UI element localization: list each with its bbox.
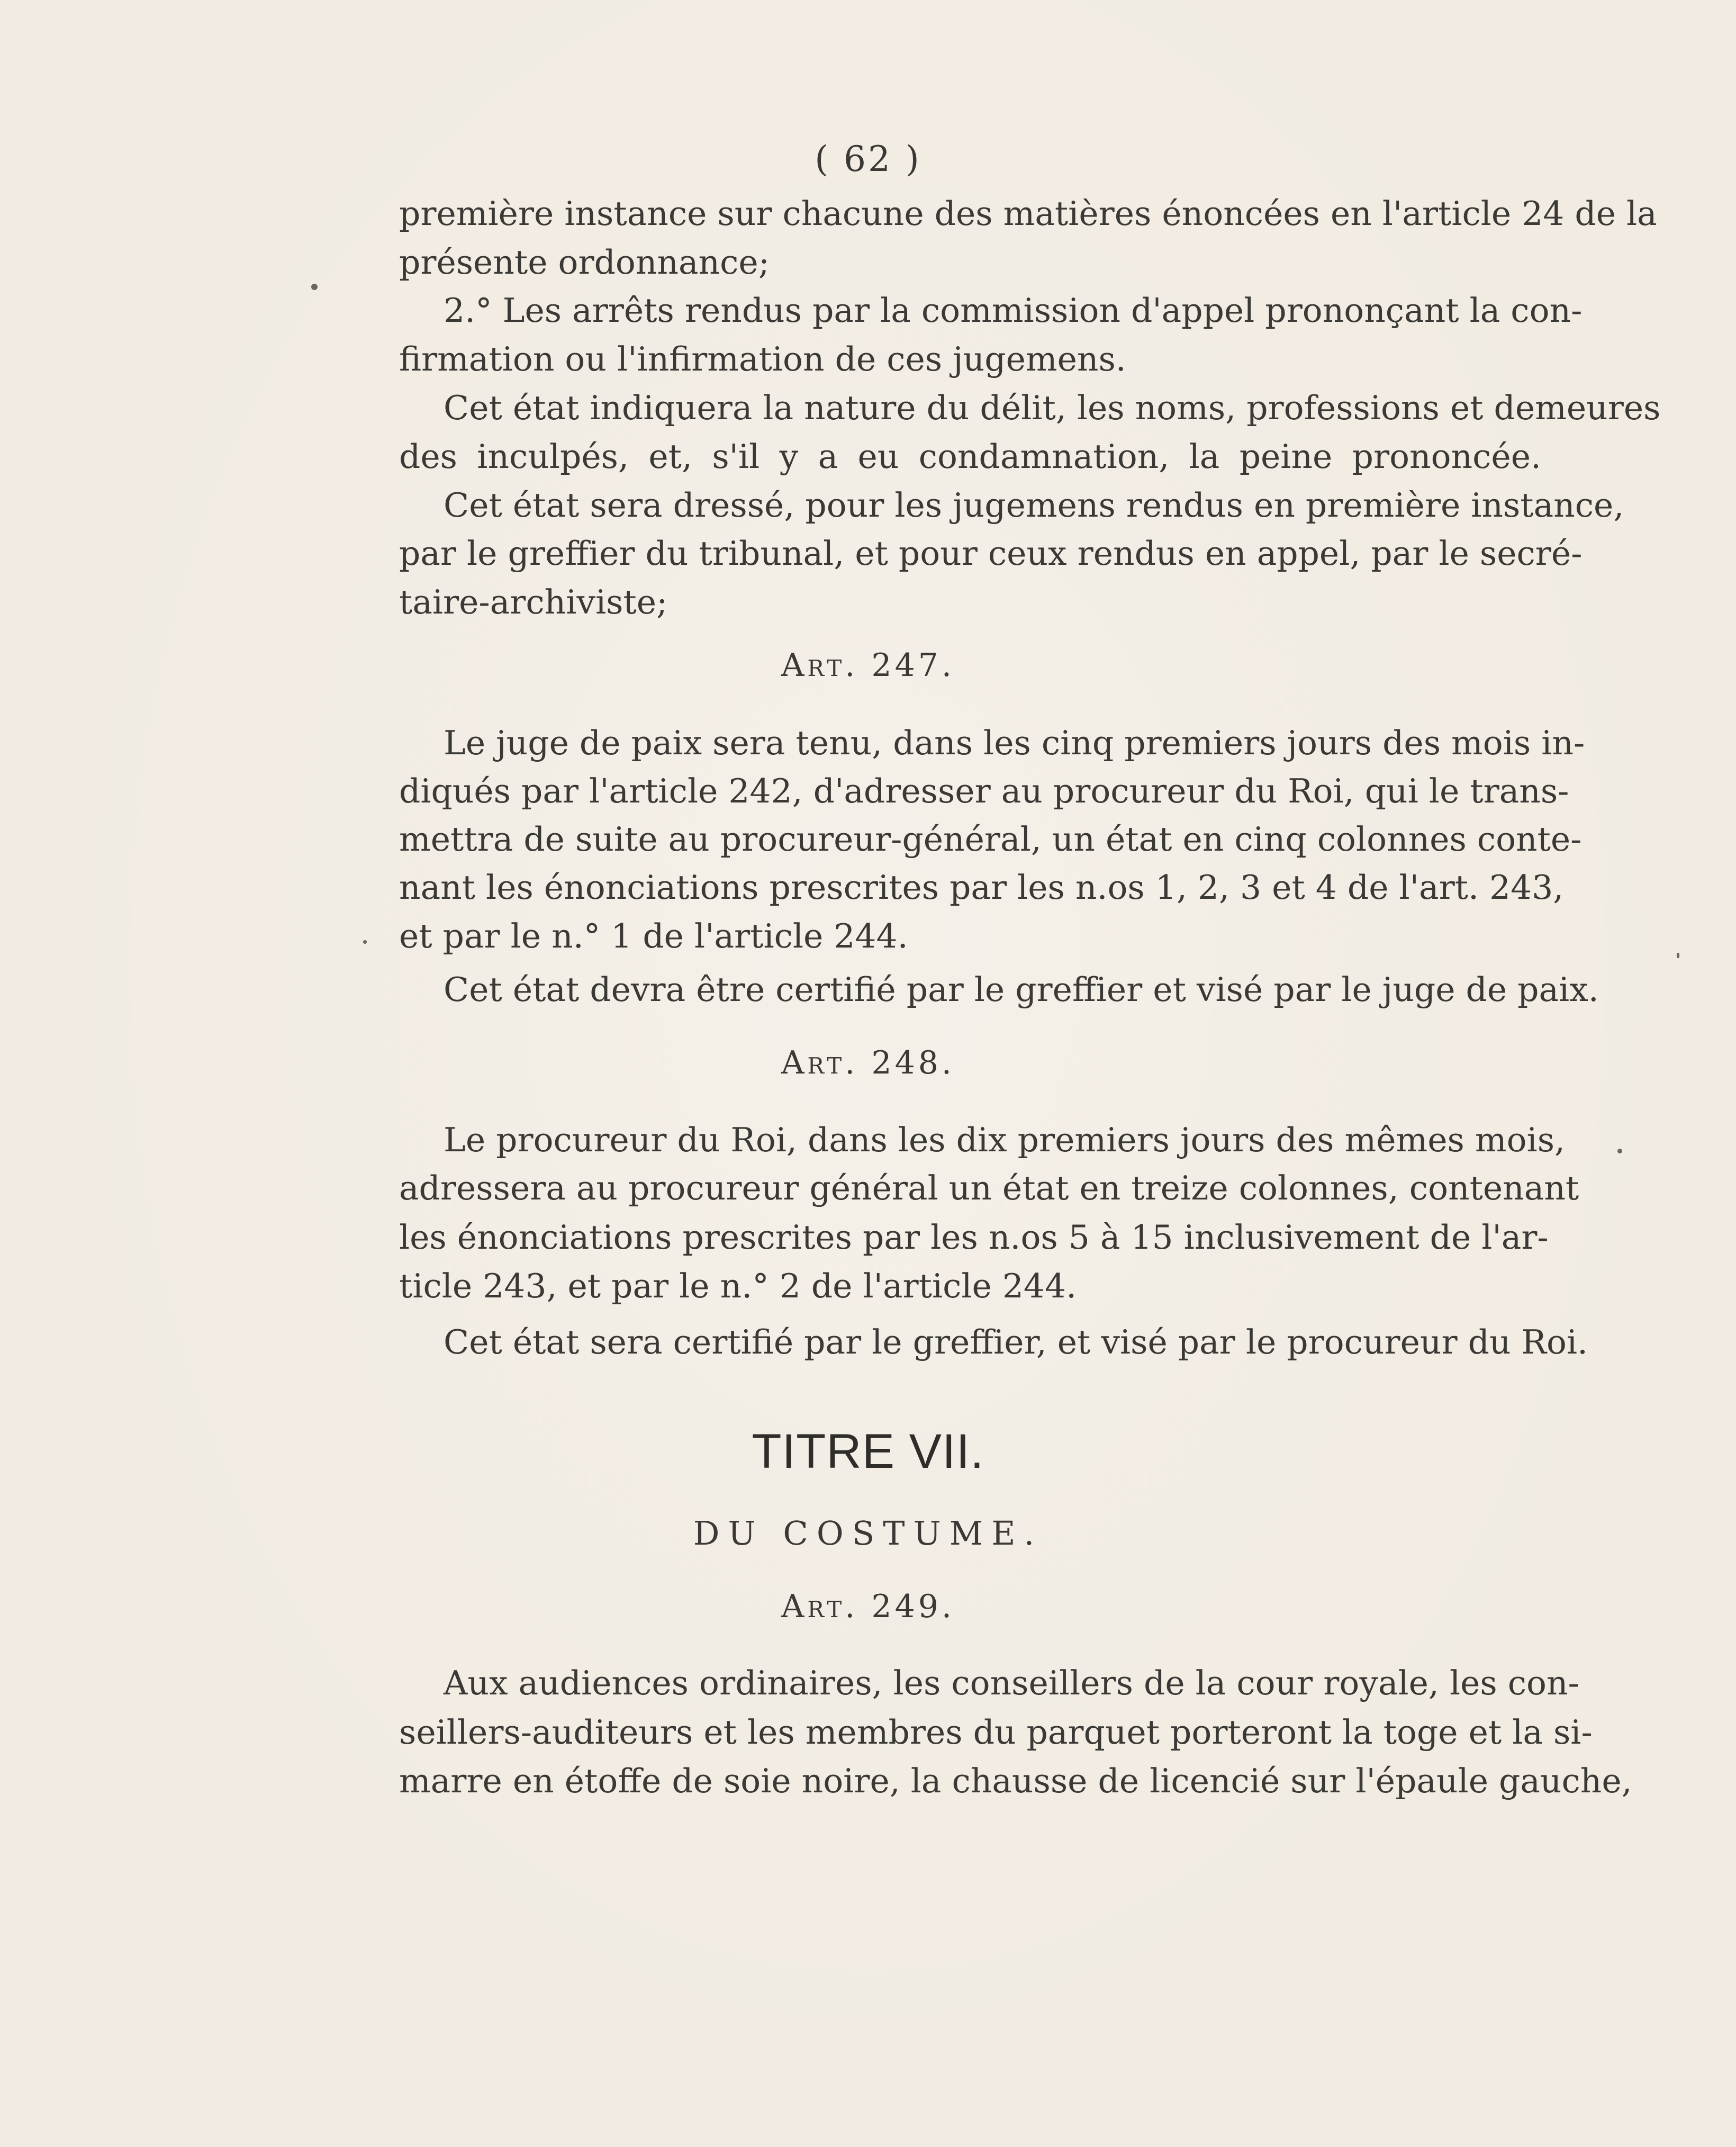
paper-speck [311, 284, 318, 290]
text-line: Cet état sera certifié par le greffier, et visé par le procureur du Roi. [444, 1323, 1588, 1361]
text-line: diqués par l'article 242, d'adresser au procureur du Roi, qui le trans- [399, 772, 1569, 810]
titre-heading: TITRE VII. [752, 1424, 984, 1478]
text-line: 2.° Les arrêts rendus par la commission d'appel prononçant la con- [444, 291, 1583, 330]
text-line: Cet état indiquera la nature du délit, les noms, professions et demeures [444, 389, 1661, 427]
page-number: ( 62 ) [815, 139, 921, 179]
text-line: présente ordonnance; [399, 243, 770, 282]
article-heading-247: Art. 247. [781, 647, 955, 684]
text-line: Cet état devra être certifié par le greffier et visé par le juge de paix. [444, 970, 1599, 1009]
text-line: mettra de suite au procureur-général, un état en cinq colonnes conte- [399, 820, 1582, 859]
text-line: nant les énonciations prescrites par les n.os 1, 2, 3 et 4 de l'art. 243, [399, 868, 1564, 907]
text-line: Cet état sera dressé, pour les jugemens rendus en première instance, [444, 486, 1624, 525]
text-line: des inculpés, et, s'il y a eu condamnation, la peine prononcée. [399, 437, 1541, 476]
titre-subtitle: DU COSTUME. [693, 1514, 1043, 1553]
text-line: firmation ou l'infirmation de ces jugemens. [399, 340, 1126, 378]
paper-speck [363, 940, 367, 944]
text-line: marre en étoffe de soie noire, la chausse de licencié sur l'épaule gauche, [399, 1762, 1632, 1800]
text-line: par le greffier du tribunal, et pour ceux rendus en appel, par le secré- [399, 534, 1583, 573]
text-line: Le juge de paix sera tenu, dans les cinq premiers jours des mois in- [444, 724, 1585, 762]
article-heading-248: Art. 248. [781, 1044, 955, 1081]
paper-speck [1617, 1149, 1622, 1153]
paper-speck [1677, 953, 1679, 958]
text-line: taire-archiviste; [399, 583, 668, 621]
text-line: ticle 243, et par le n.° 2 de l'article 244. [399, 1267, 1077, 1305]
text-line: et par le n.° 1 de l'article 244. [399, 917, 908, 955]
text-line: Aux audiences ordinaires, les conseillers de la cour royale, les con- [444, 1664, 1579, 1702]
text-line: première instance sur chacune des matières énoncées en l'article 24 de la [399, 194, 1657, 233]
text-line: seillers-auditeurs et les membres du parquet porteront la toge et la si- [399, 1713, 1593, 1752]
text-line: adressera au procureur général un état en treize colonnes, contenant [399, 1169, 1579, 1207]
text-line: les énonciations prescrites par les n.os 5 à 15 inclusivement de l'ar- [399, 1218, 1549, 1257]
text-line: Le procureur du Roi, dans les dix premiers jours des mêmes mois, [444, 1121, 1566, 1159]
article-heading-249: Art. 249. [781, 1588, 955, 1625]
